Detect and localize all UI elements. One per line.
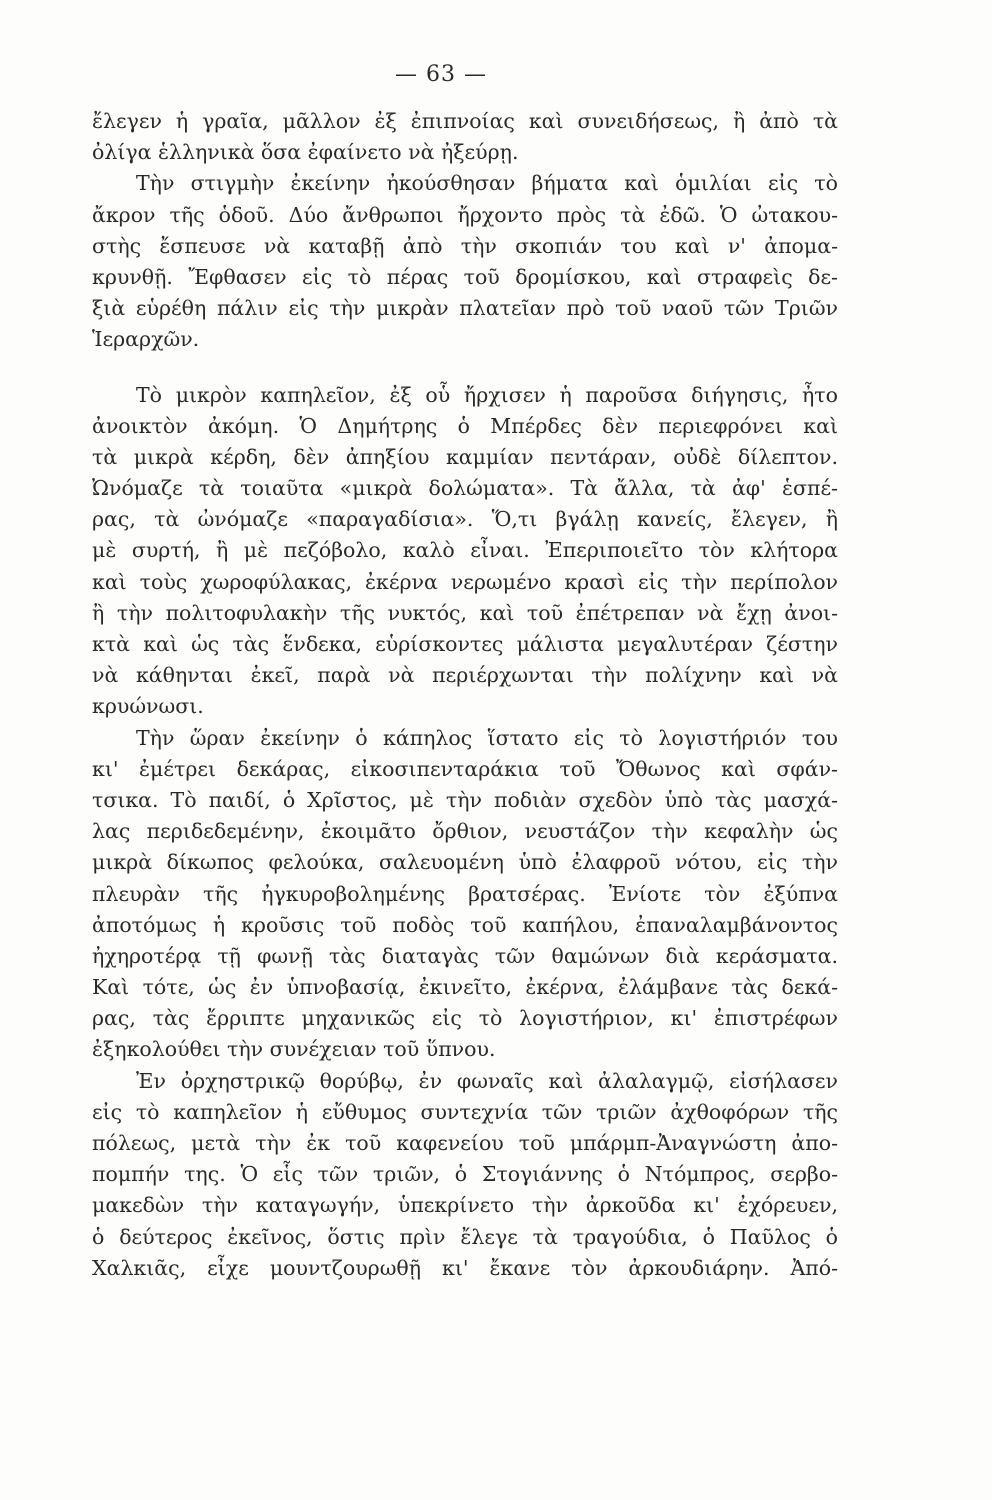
text-line: ὁ δεύτερος ἐκεῖνος, ὅστις πρὶν ἔλεγε τὰ τραγούδια, ὁ Παῦλος ὁ bbox=[92, 1224, 838, 1249]
text-line: Τὸ μικρὸν καπηλεῖον, ἐξ οὗ ἤρχισεν ἡ παροῦσα διήγησις, ἦτο bbox=[136, 382, 838, 407]
text-line: ἔλεγεν ἡ γραῖα, μᾶλλον ἐξ ἐπιπνοίας καὶ συνειδήσεως, ἢ ἀπὸ τὰ bbox=[92, 109, 838, 133]
text-line: τσικα. Τὸ παιδί, ὁ Χρῖστος, μὲ τὴν ποδιὰν σχεδὸν ὑπὸ τὰς μασχά- bbox=[92, 787, 838, 812]
text-line: ἢ τὴν πολιτοφυλακὴν τῆς νυκτός, καὶ τοῦ ἐπέτρεπαν νὰ ἔχῃ ἀνοι- bbox=[92, 600, 838, 625]
text-line: Χαλκιᾶς, εἶχε μουντζουρωθῇ κι' ἔκανε τὸν ἀρκουδιάρην. Ἀπό- bbox=[92, 1255, 838, 1280]
text-line: μικρὰ δίκωπος φελούκα, σαλευομένη ὑπὸ ἐλαφροῦ νότου, εἰς τὴν bbox=[92, 850, 838, 875]
text-line: κι' ἐμέτρει δεκάρας, εἰκοσιπενταράκια τοῦ Ὄθωνος καὶ σφάν- bbox=[92, 756, 838, 781]
paragraph-2 bbox=[92, 168, 838, 355]
text-line: μὲ συρτή, ἢ μὲ πεζόβολο, καλὸ εἶναι. Ἐπεριποιεῖτο τὸν κλήτορα bbox=[92, 538, 838, 563]
text-line: Ἐν ὀρχηστρικῷ θορύβῳ, ἐν φωναῖς καὶ ἀλαλαγμῷ, εἰσήλασεν bbox=[136, 1068, 838, 1093]
text-line: κρυνθῇ. Ἔφθασεν εἰς τὸ πέρας τοῦ δρομίσκου, καὶ στραφεὶς δε- bbox=[92, 264, 838, 289]
text-line: καὶ τοὺς χωροφύλακας, ἐκέρνα νερωμένο κρασὶ εἰς τὴν περίπολον bbox=[92, 569, 838, 594]
text-line: ἠχηροτέρᾳ τῇ φωνῇ τὰς διαταγὰς τῶν θαμώνων διὰ κεράσματα. bbox=[92, 943, 838, 968]
text-line: νὰ κάθηνται ἐκεῖ, παρὰ νὰ περιέρχωνται τὴν πολίχνην καὶ νὰ bbox=[92, 663, 838, 688]
text-line: μακεδὼν τὴν καταγωγήν, ὑπεκρίνετο τὴν ἀρκοῦδα κι' ἐχόρευεν, bbox=[92, 1193, 838, 1218]
text-line: στὴς ἔσπευσε νὰ καταβῇ ἀπὸ τὴν σκοπιάν του καὶ ν' ἀπομα- bbox=[92, 233, 838, 258]
paragraph-5 bbox=[92, 1066, 838, 1284]
text-line: Τὴν στιγμὴν ἐκείνην ἠκούσθησαν βήματα καὶ ὁμιλίαι εἰς τὸ bbox=[136, 171, 838, 196]
text-line: Καὶ τότε, ὡς ἐν ὑπνοβασίᾳ, ἐκινεῖτο, ἐκέρνα, ἐλάμβανε τὰς δεκά- bbox=[92, 975, 838, 1000]
text-line: πλευρὰν τῆς ἠγκυροβολημένης βρατσέρας. Ἐνίοτε τὸν ἐξύπνα bbox=[92, 881, 838, 906]
text-line: Ἱεραρχῶν. bbox=[92, 327, 200, 352]
text-line: κρυώνωσι. bbox=[92, 694, 204, 719]
text-line: Ὠνόμαζε τὰ τοιαῦτα «μικρὰ δολώματα». Τὰ ἄλλα, τὰ ἀφ' ἑσπέ- bbox=[92, 476, 838, 501]
text-line: ἀνοικτὸν ἀκόμη. Ὁ Δημήτρης ὁ Μπέρδες δὲν περιεφρόνει καὶ bbox=[92, 413, 838, 438]
text-line: πομπήν της. Ὁ εἷς τῶν τριῶν, ὁ Στογιάννης ὁ Ντόμπρος, σερβο- bbox=[92, 1162, 838, 1187]
text-line: πόλεως, μετὰ τὴν ἐκ τοῦ καφενείου τοῦ μπάρμπ-Ἀναγνώστη ἀπο- bbox=[92, 1131, 838, 1155]
text-line: ὀλίγα ἑλληνικὰ ὅσα ἐφαίνετο νὰ ἠξεύρῃ. bbox=[92, 140, 519, 165]
text-line: κτὰ καὶ ὡς τὰς ἕνδεκα, εὑρίσκοντες μάλιστα μεγαλυτέραν ζέστην bbox=[92, 632, 838, 656]
text-line: Τὴν ὥραν ἐκείνην ὁ κάπηλος ἵστατο εἰς τὸ λογιστήριόν του bbox=[136, 725, 838, 750]
paragraph-1 bbox=[92, 106, 838, 168]
text-line: ἐξηκολούθει τὴν συνέχειαν τοῦ ὕπνου. bbox=[92, 1037, 496, 1062]
text-line: εἰς τὸ καπηλεῖον ἡ εὔθυμος συντεχνία τῶν τριῶν ἀχθοφόρων τῆς bbox=[92, 1099, 838, 1124]
text-line: ρας, τὰς ἔρριπτε μηχανικῶς εἰς τὸ λογιστήριον, κι' ἐπιστρέφων bbox=[92, 1006, 838, 1031]
paragraph-4 bbox=[92, 723, 838, 1066]
text-line: ξιὰ εὑρέθη πάλιν εἰς τὴν μικρὰν πλατεῖαν πρὸ τοῦ ναοῦ τῶν Τριῶν bbox=[92, 296, 838, 321]
paragraph-gap bbox=[92, 356, 838, 380]
text-line: ρας, τὰ ὠνόμαζε «παραγαδίσια». Ὅ,τι βγάλῃ κανείς, ἔλεγεν, ἢ bbox=[92, 507, 838, 532]
paragraph-3 bbox=[92, 380, 838, 723]
text-line: ἄκρον τῆς ὁδοῦ. Δύο ἄνθρωποι ἤρχοντο πρὸς τὰ ἐδῶ. Ὁ ὠτακου- bbox=[92, 202, 838, 227]
text-line: λας περιδεδεμένην, ἐκοιμᾶτο ὄρθιον, νευστάζον τὴν κεφαλὴν ὡς bbox=[92, 819, 838, 844]
page-number: — 63 — bbox=[395, 62, 487, 87]
text-line: ἀποτόμως ἡ κροῦσις τοῦ ποδὸς τοῦ καπήλου, ἐπαναλαμβάνοντος bbox=[92, 912, 838, 937]
body-text bbox=[92, 106, 838, 1284]
text-line: τὰ μικρὰ κέρδη, δὲν ἀπηξίου καμμίαν πεντάραν, οὐδὲ δίλεπτον. bbox=[92, 444, 838, 469]
